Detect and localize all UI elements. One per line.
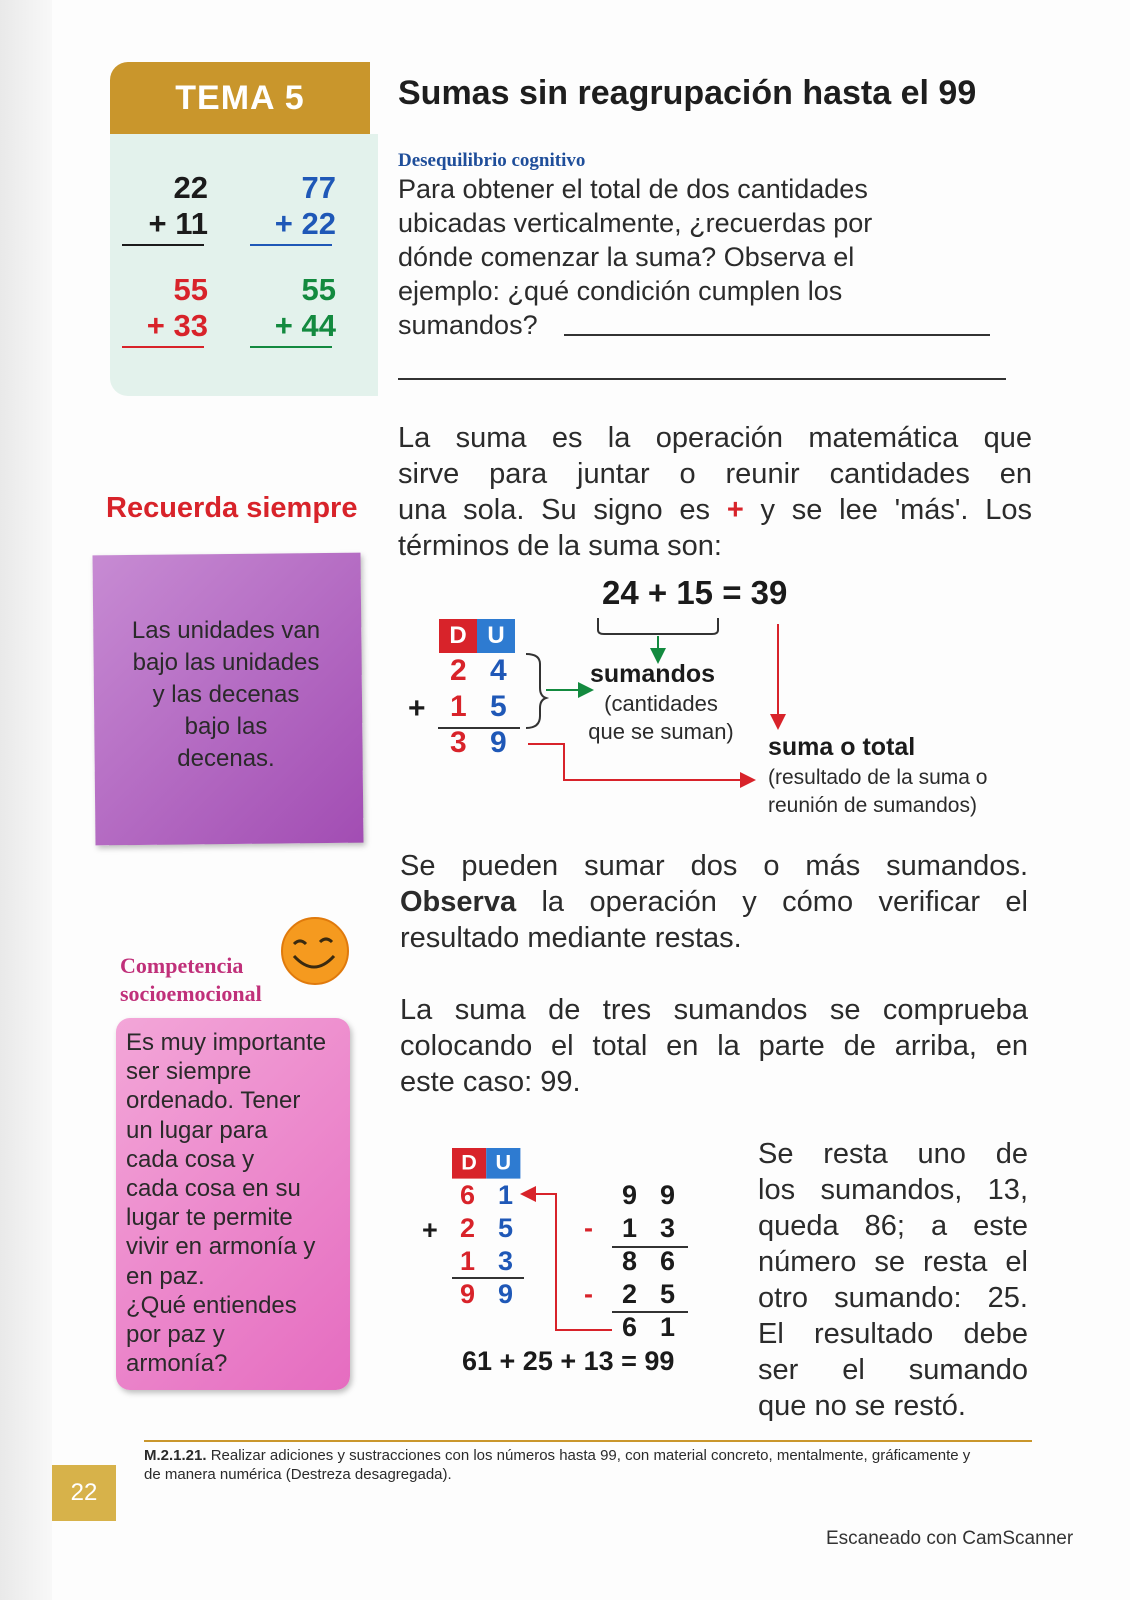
text-line: cada cosa y (126, 1145, 255, 1173)
skill-code: M.2.1.21. (144, 1447, 207, 1464)
text-line: lugar te permite (126, 1204, 293, 1232)
text-line: dónde comenzar la suma? Observa el (398, 242, 855, 272)
text-line: número se resta el (758, 1246, 1028, 1278)
digit-u: 9 (498, 1279, 514, 1309)
digit-d: 1 (460, 1246, 476, 1276)
text-line: queda 86; a este (758, 1210, 1028, 1242)
text-line: resultado mediante restas. (400, 922, 742, 954)
text-line: bajo las (184, 713, 268, 740)
footer-rule (144, 1440, 1032, 1442)
text-line: ubicadas verticalmente, ¿recuerdas por (398, 208, 873, 238)
equation-2: 61 + 25 + 13 = 99 (462, 1346, 675, 1376)
text-line: El resultado debe (758, 1318, 1028, 1350)
text-line: ejemplo: ¿qué condición cumplen los (398, 276, 843, 306)
bold-word: Observa (400, 886, 517, 918)
page-title: Sumas sin reagrupación hasta el 99 (398, 74, 977, 112)
explanation-paragraph (758, 1136, 1028, 1424)
text-line: un lugar para (126, 1116, 268, 1144)
text-line: decenas. (177, 745, 275, 772)
check-digit: 5 (660, 1279, 676, 1309)
check-digit: 1 (622, 1213, 638, 1243)
digit-u: 9 (490, 726, 507, 759)
text-line: otro sumando: 25. (758, 1282, 1028, 1314)
addend: + 22 (274, 206, 336, 241)
digit-d: 2 (460, 1213, 476, 1243)
digit-d: 2 (450, 654, 467, 687)
text-line: Se pueden sumar dos o más sumandos. (400, 850, 1028, 882)
text-span: y se lee 'más'. Los (743, 494, 1032, 526)
text-line: y las decenas (152, 681, 300, 708)
text-line: ser el sumando (758, 1354, 1028, 1386)
recuerda-title: Recuerda siempre (106, 492, 358, 524)
digit-d: 3 (450, 726, 467, 759)
page-number (52, 1465, 116, 1521)
check-digit: 8 (622, 1246, 638, 1276)
check-digit: 1 (660, 1312, 676, 1342)
text-line: bajo las unidades (132, 649, 320, 676)
text-line (144, 1446, 1044, 1465)
scanner-watermark: Escaneado con CamScanner (826, 1528, 1074, 1549)
text-line: ¿Qué entiendes (126, 1291, 297, 1319)
digit-d: 9 (460, 1279, 476, 1309)
text-line: por paz y (126, 1321, 225, 1349)
check-digit: 6 (660, 1246, 676, 1276)
digit-d: 1 (450, 690, 467, 723)
equation-1: 24 + 15 = 39 (602, 574, 788, 611)
text-line: La suma es la operación matemática que (398, 422, 1032, 454)
check-digit: 9 (622, 1180, 638, 1210)
text-line: ordenado. Tener (126, 1087, 301, 1115)
addend: 22 (173, 170, 208, 205)
text-line: Se resta uno de (758, 1138, 1028, 1170)
addend: + 44 (274, 308, 336, 343)
sumandos-label: sumandos (590, 660, 716, 688)
decenas-header: D (439, 619, 477, 653)
plus-sign: + (408, 692, 426, 725)
addend: + 33 (146, 308, 208, 343)
text-line: que no se restó. (758, 1390, 966, 1422)
total-label: suma o total (768, 733, 916, 761)
digit-d: 6 (460, 1180, 476, 1210)
digit-u: 1 (498, 1180, 514, 1210)
addend: + 11 (148, 206, 208, 241)
text-line: este caso: 99. (400, 1066, 581, 1098)
text-line: Competencia (120, 953, 244, 978)
text-span: Realizar adiciones y sustracciones con los números hasta 99, con material concreto, mentalmente, gráficamente y (206, 1447, 971, 1464)
check-digit: 2 (622, 1279, 638, 1309)
addend: 55 (173, 272, 208, 307)
tema-label: TEMA 5 (175, 78, 305, 117)
text-line: en paz. (126, 1262, 205, 1290)
page-number-text: 22 (70, 1479, 98, 1506)
text-line: socioemocional (120, 981, 262, 1006)
desequilibrio-label: Desequilibrio cognitivo (398, 150, 586, 171)
digit-u: 5 (490, 690, 507, 723)
plus-sign: + (422, 1215, 438, 1245)
text-line: La suma de tres sumandos se comprueba (400, 994, 1028, 1026)
text-line: vivir en armonía y (126, 1233, 316, 1261)
text-line: (resultado de la suma o (768, 766, 988, 789)
check-digit: 9 (660, 1180, 676, 1210)
text-line: los sumandos, 13, (758, 1174, 1028, 1206)
digit-u: 3 (498, 1246, 514, 1276)
unidades-header: U (486, 1148, 520, 1179)
addend: 77 (301, 170, 336, 205)
minus-sign: - (584, 1279, 593, 1309)
text-line: sumandos? (398, 310, 538, 340)
plus-sign: + (726, 494, 744, 526)
text-line: Las unidades van (131, 617, 321, 644)
text-line: términos de la suma son: (398, 530, 722, 562)
check-digit: 3 (660, 1213, 676, 1243)
text-line: reunión de sumandos) (768, 794, 977, 817)
minus-sign: - (584, 1213, 593, 1243)
text-line: ser siempre (126, 1058, 252, 1086)
check-digit: 6 (622, 1312, 638, 1342)
text-line: colocando el total en la parte de arriba, en (400, 1030, 1028, 1062)
text-span: una sola. Su signo es (398, 494, 727, 526)
addend: 55 (301, 272, 336, 307)
footer-skill (144, 1446, 1044, 1484)
digit-u: 4 (490, 654, 507, 687)
text-line: Es muy importante (126, 1029, 327, 1056)
text-line: sirve para juntar o reunir cantidades en (398, 458, 1032, 490)
text-line: Para obtener el total de dos cantidades (398, 174, 868, 204)
sumandos-description: (cantidades que se suman) (588, 691, 734, 744)
unidades-header: U (477, 619, 515, 653)
text-line: de manera numérica (Destreza desagregada). (144, 1466, 452, 1483)
text-line: cada cosa en su (126, 1175, 301, 1203)
text-span: la operación y cómo verificar el (516, 886, 1028, 918)
digit-u: 5 (498, 1213, 514, 1243)
decenas-header: D (452, 1148, 486, 1179)
text-line: armonía? (126, 1350, 228, 1378)
